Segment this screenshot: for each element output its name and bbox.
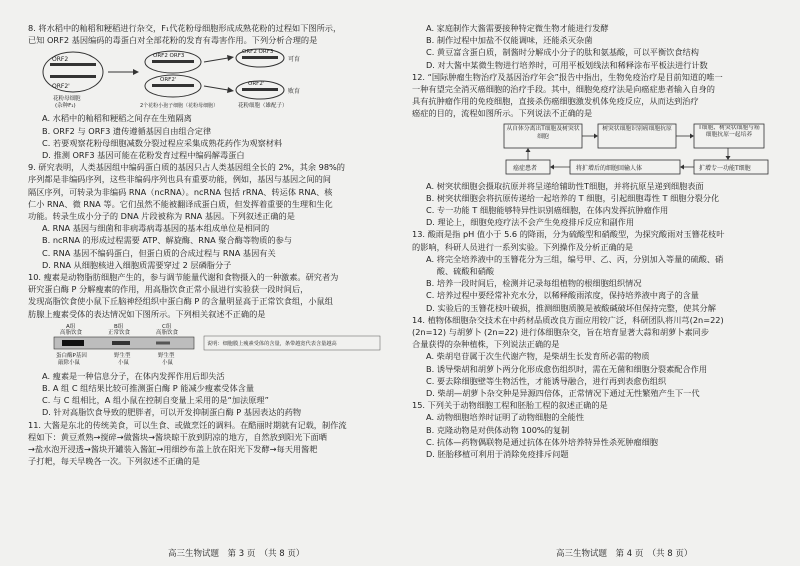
q9-option-c: C. RNA 基因不编码蛋白，但蛋白质的合成过程与 RNA 基因有关 bbox=[42, 247, 276, 258]
c3-caption: 花粉细胞（雄配子） bbox=[238, 103, 288, 110]
left-page bbox=[28, 22, 388, 467]
q8-option-d: D. 推测 ORF3 基因可能在花粉发育过程中编码解毒蛋白 bbox=[42, 150, 245, 161]
footer-page3: 高三生物试题 第 3 页 （共 8 页） bbox=[168, 549, 305, 559]
q8-stem-line2: 已知 ORF2 基因编码的毒蛋白对全部花粉的发育有毒害作用。下列分析合理的是 bbox=[28, 35, 318, 46]
lane3-name: C组 bbox=[162, 323, 172, 330]
q14-line2: (2n=12) 与胡萝卜 (2n=22) 进行体细胞杂交，旨在培育显著大蒜和胡萝卜素同步 bbox=[412, 327, 710, 338]
q10-option-a: A. 瘦素是一种信息分子，在体内发挥作用后即失活 bbox=[42, 370, 225, 381]
lane2-mouse: 野生型 bbox=[114, 352, 131, 359]
c1-label-a: ORF2 bbox=[52, 56, 69, 64]
lane3-mouse2: 小鼠 bbox=[162, 359, 174, 366]
q9-line2: 序列都是非编码序列，这些非编码序列也具有重要功能，例如，基因与基因之间的间 bbox=[28, 174, 331, 185]
q13-option-c: C. 培养过程中要经常补充水分，以稀释酸雨浓度，保持培养液中离子的含量 bbox=[426, 290, 699, 301]
c1-label-b: ORF2' bbox=[52, 83, 70, 91]
q10-line1: 10. 瘦素是动物脂肪细胞产生的，参与调节能量代谢和食物摄入的一种激素。研究者为 bbox=[28, 272, 339, 283]
c3-sterile: 败育 bbox=[288, 88, 301, 96]
q9-option-d: D. RNA 从细胞核进入细胞质需要穿过 2 层磷脂分子 bbox=[42, 259, 232, 270]
flow-reinfuse: 将扩增后的细胞回输人体 bbox=[576, 164, 643, 172]
q13-option-b: B. 培养一段时间后，检测并记录每组植物的根细胞组织情况 bbox=[426, 278, 642, 289]
lane1-mouse2: 敲除小鼠 bbox=[58, 359, 81, 366]
q10-gel-figure bbox=[28, 322, 388, 368]
q11-line3: →盐水泡开浸透→酱块开罐装入酱缸→用细纱布盖上放在阳光下发酵→每天用酱耙 bbox=[28, 444, 318, 455]
meiosis-diagram bbox=[28, 48, 318, 110]
lane1-name: A组 bbox=[66, 323, 76, 330]
q13-option-a-cont: 酸、硫酸和硝酸 bbox=[426, 266, 495, 277]
c2-label-a: ORF2 ORF3 bbox=[153, 53, 185, 60]
q12-option-a: A. 树突状细胞会摄取抗原并将呈递给辅助性T细胞，并将抗原呈递到细胞表面 bbox=[426, 180, 704, 191]
lane1-mouse: 蛋白酶P基因 bbox=[56, 352, 87, 359]
gel-note: 说明：细胞膜上瘦素受体的含量，条带越宽代表含量越高 bbox=[207, 340, 337, 347]
q15-option-c: C. 抗体—药物偶联物是通过抗体在体外培养特异性杀死肿瘤细胞 bbox=[426, 436, 658, 447]
q12-option-d: D. 理论上，细胞免疫疗法不会产生免疫排斥反应和副作用 bbox=[426, 217, 635, 228]
q10-option-b: B. A 组 C 组结果比较可推测蛋白酶 P 能减少瘦素受体含量 bbox=[42, 383, 255, 394]
q8-option-c: C. 若要观察花粉母细胞减数分裂过程应采集成熟花药作为观察材料 bbox=[42, 137, 283, 148]
q9-line1: 9. 研究表明，人类基因组中编码蛋白质的基因只占人类基因组全长的 2%，其余 98%的 bbox=[28, 162, 345, 173]
q13-option-a: A. 将完全培养液中的玉簪花分为三组，编号甲、乙、丙，分别加入等量的硫酸、硝 bbox=[426, 253, 724, 264]
q9-line5: 功能。转录生成小分子的 DNA 片段被称为 RNA 基因。下列叙述正确的是 bbox=[28, 211, 295, 222]
q12-flowchart bbox=[412, 122, 784, 178]
c3-label-b: ORF2' bbox=[248, 81, 265, 88]
q15-option-b: B. 克隆动物是对供体动物 100%的复制 bbox=[426, 424, 570, 435]
q12-line4: 癌症的目的，流程如图所示。下列说法不正确的是 bbox=[412, 108, 593, 119]
c1-caption: 花粉母细胞 bbox=[53, 96, 81, 103]
q15-line1: 15. 下列关于动物细胞工程和胚胎工程的叙述正确的是 bbox=[412, 400, 608, 411]
q11-line1: 11. 大酱是东北的传统美食，可以生食、或做烹饪的调料。在酷丽时期就有记载，制作流 bbox=[28, 419, 347, 430]
q8-option-b: B. ORF2 与 ORF3 遗传遵循基因自由组合定律 bbox=[42, 125, 212, 136]
immunotherapy-flow bbox=[412, 122, 784, 178]
lane3-mouse: 野生型 bbox=[158, 352, 175, 359]
c3-fertile: 可育 bbox=[288, 56, 301, 64]
q8-stem-line1: 8. 将水稻中的籼稻和粳稻进行杂交，F₁代花粉母细胞形成成熟花粉的过程如下图所示， bbox=[28, 23, 342, 33]
q12-line2: 一种有望完全消灭癌细胞的治疗手段。其中，细胞免疫疗法是向癌症患者输入自身的 bbox=[412, 84, 715, 95]
footer-page4: 高三生物试题 第 4 页 （共 8 页） bbox=[556, 549, 693, 559]
q11-option-d: D. 对大酱中某微生物进行培养时，可用平板划线法和稀释涂布平板法进行计数 bbox=[426, 59, 708, 70]
q9-option-a: A. RNA 基因与细菌和非病毒病毒基因的基本组成单位是相同的 bbox=[42, 223, 270, 234]
q12-line3: 具有抗肿瘤作用的免疫细胞，直接杀伤癌细胞激发机体免疫反应，从而达到治疗 bbox=[412, 96, 699, 107]
q10-line3: 发现高脂饮食使小鼠下丘脑神经组织中蛋白酶 P 的含量明显高于正常饮食组，小鼠组 bbox=[28, 296, 333, 307]
c2-caption: 2个花粉小孢子细胞（花粉母细胞） bbox=[140, 103, 219, 110]
q14-option-d: D. 柴胡—胡萝卜杂交种是异源四倍体，正常情况下通过无性繁殖产生下一代 bbox=[426, 388, 700, 399]
lane1-diet: 高脂饮食 bbox=[60, 329, 83, 336]
flow-patient: 癌症患者 bbox=[513, 164, 538, 172]
q11-option-c: C. 黄豆富含蛋白质，制酱时分解成小分子的肽和氨基酸，可以平衡饮食结构 bbox=[426, 47, 699, 58]
q12-option-c: C. 专一功能 T 细胞能够特异性识别癌细胞，在体内发挥抗肿瘤作用 bbox=[426, 205, 669, 216]
q13-line1: 13. 酸雨是指 pH 值小于 5.6 的降雨，分为硫酸型和硝酸型，为探究酸雨对玉簪花枝叶 bbox=[412, 229, 725, 240]
q14-option-a: A. 柴胡皂苷属于次生代谢产物，是柴胡生长发育所必需的物质 bbox=[426, 351, 650, 362]
q10-line4: 肪腺上瘦素受体的表达情况如下图所示。下列相关叙述不正确的是 bbox=[28, 308, 266, 319]
lane2-diet: 正常饮食 bbox=[108, 329, 131, 336]
lane2-mouse2: 小鼠 bbox=[118, 359, 130, 366]
flow-step3: T细胞、树突状细胞与癌细胞抗原一起培养 bbox=[698, 124, 760, 138]
q9-line3: 隔区序列，可转录为非编码 RNA（ncRNA）。ncRNA 包括 rRNA、转运体 RNA、核 bbox=[28, 186, 333, 197]
q8-figure bbox=[28, 48, 388, 110]
q13-option-d: D. 实验后的玉簪花枝叶破损，推测细胞质膜是被酸碱破坏但保持完整，使其分解 bbox=[426, 302, 716, 313]
lane2-name: B组 bbox=[114, 323, 124, 330]
q9-line4: 仁小 RNA、微 RNA 等。它们虽然不能被翻译成蛋白质，但发挥着重要的生理和生化 bbox=[28, 198, 333, 209]
flow-step1: 从自体分离出T细胞及树突状细胞 bbox=[506, 125, 580, 140]
q14-option-c: C. 要去除细胞壁等生物活性，才能诱导融合，进行再到表愈伤组织 bbox=[426, 375, 667, 386]
q14-option-b: B. 诱导柴胡和胡萝卜两分化形成愈伤组织时，需在无菌和细胞分裂素配合作用 bbox=[426, 363, 708, 374]
c1-caption2: (杂种F₁) bbox=[55, 103, 76, 110]
c2-label-b: ORF2' bbox=[160, 77, 177, 84]
q11-option-b: B. 制作过程中加盐不仅能调味，还能杀灭杂菌 bbox=[426, 35, 593, 46]
q12-option-b: B. 树突状细胞会将抗原传递给一起培养的 T 细胞，引起细胞毒性 T 细胞分裂分化 bbox=[426, 192, 720, 203]
q15-option-a: A. 动物细胞培养时证明了动物细胞的全能性 bbox=[426, 412, 585, 423]
flow-expand: 扩增专一功能T细胞 bbox=[699, 164, 751, 172]
q15-option-d: D. 胚胎移植可利用于消除免疫排斥问题 bbox=[426, 449, 569, 460]
q8-option-a: A. 水稻中的籼稻和粳稻之间存在生殖隔离 bbox=[42, 113, 192, 124]
q11-line2: 程如下：黄豆煮熟→搅碎→做酱块→酱块晾干放到阴凉的地方，自然放到阳光下面晒 bbox=[28, 431, 327, 442]
q13-line2: 的影响，科研人员进行一系列实验。下列操作及分析正确的是 bbox=[412, 241, 634, 252]
q14-line1: 14. 植物体细胞杂交技术在中药材品质改良方面应用较广泛，科研团队将川芎(2n=22) bbox=[412, 314, 724, 325]
q10-option-c: C. 与 C 组相比，A 组小鼠在控制自变量上采用的是“加法原理” bbox=[42, 395, 269, 406]
q9-option-b: B. ncRNA 的形成过程需要 ATP、解旋酶、RNA 聚合酶等物质的参与 bbox=[42, 235, 292, 246]
q11-option-a: A. 家庭制作大酱需要接种特定微生物才能进行发酵 bbox=[426, 23, 609, 33]
q12-line1: 12. “国际肿瘤生物治疗及基因治疗年会”报告中指出，生物免疫治疗是目前知道的唯一 bbox=[412, 71, 723, 82]
q10-line2: 研究蛋白酶 P 分解瘦素的作用，用高脂饮食正常小鼠进行实验获一段时间后， bbox=[28, 284, 309, 295]
right-page bbox=[412, 22, 784, 460]
q10-option-d: D. 针对高脂饮食导致的肥胖者，可以开发抑制蛋白酶 P 基因表达的药物 bbox=[42, 407, 302, 418]
gel-diagram bbox=[28, 322, 388, 368]
lane3-diet: 高脂饮食 bbox=[156, 329, 179, 336]
c3-label-a: ORF2 ORF3 bbox=[242, 49, 274, 56]
q14-line3: 合量获得的杂种植株，下列说法正确的是 bbox=[412, 339, 560, 350]
q11-line4: 子打耙，每天早晚各一次。下列叙述不正确的是 bbox=[28, 456, 200, 467]
flow-step2: 树突状细胞识别癌细胞抗原 bbox=[602, 125, 672, 132]
